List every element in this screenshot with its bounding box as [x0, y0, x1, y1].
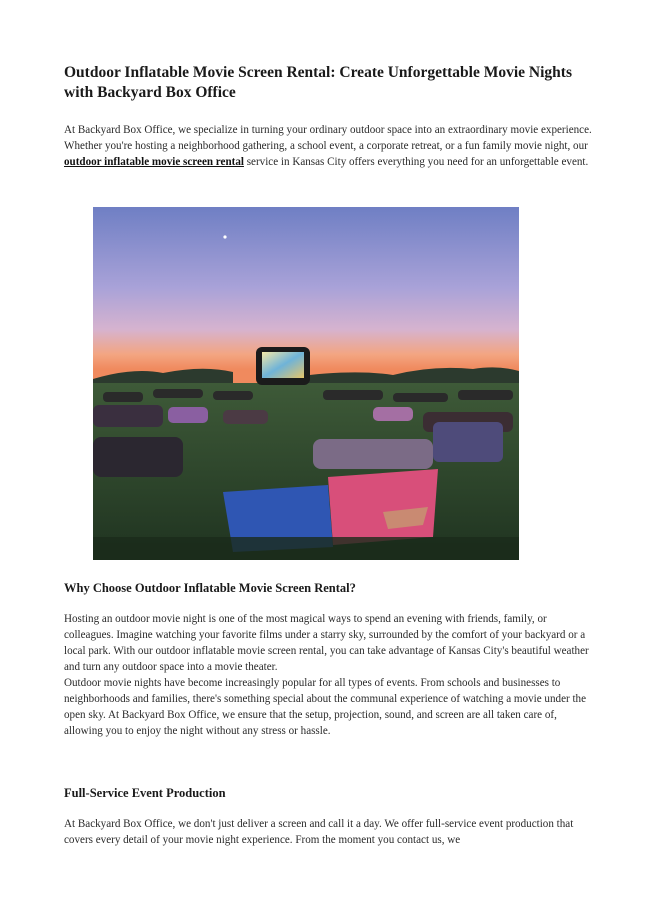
section-heading-full-service: Full-Service Event Production: [64, 786, 226, 800]
outdoor-movie-night-photo: [93, 207, 519, 560]
star: [223, 235, 226, 238]
full-service-paragraph-1: At Backyard Box Office, we don't just deliver a screen and call it a day. We offer full-service event production that covers every detail of your movie night experience. From the moment you contact us, we: [64, 818, 574, 846]
section-heading-why-choose: Why Choose Outdoor Inflatable Movie Screen Rental?: [64, 581, 356, 595]
intro-text-start: At Backyard Box Office, we specialize in turning your ordinary outdoor space into an extraordinary movie experience. Whether you're hosting a neighborhood gathering, a school event, a corporate retreat, or a fun family movie night, our: [64, 124, 592, 152]
intro-text-end: service in Kansas City offers everything you need for an unforgettable event.: [243, 156, 589, 168]
rental-service-link[interactable]: outdoor inflatable movie screen rental: [64, 156, 244, 168]
page-title: Outdoor Inflatable Movie Screen Rental: Create Unforgettable Movie Nights with Backyard Box Office: [64, 64, 572, 101]
why-choose-paragraph-1: Hosting an outdoor movie night is one of the most magical ways to spend an evening with friends, family, or colleagues. Imagine watching your favorite films under a starry sky, surrounded by the comfort of your backyard or a local park. With our outdoor inflatable movie screen rental, you can take advantage of Kansas City's beautiful weather and turn any outdoor space into a movie theater.: [64, 613, 589, 673]
intro-paragraph: [64, 122, 594, 170]
foreground-shadow: [93, 537, 519, 560]
movie-night-illustration: [93, 207, 519, 560]
why-choose-paragraph-2: Outdoor movie nights have become increasingly popular for all types of events. From schools and businesses to neighborhoods and families, there's something special about the communal experience of watching a movie under the open sky. At Backyard Box Office, we ensure that the setup, projection, sound, and screen are all taken care of, allowing you to enjoy the night without any stress or hassle.: [64, 677, 587, 737]
screen-picture: [262, 352, 304, 378]
